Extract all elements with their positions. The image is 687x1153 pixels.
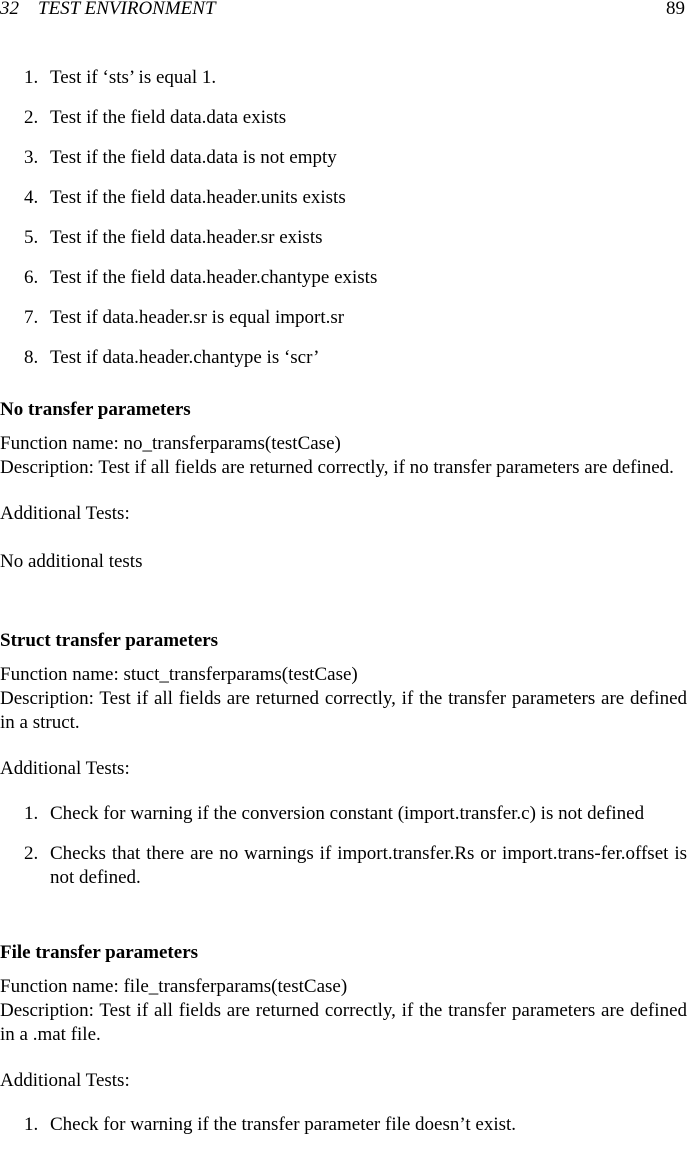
list-item [0,106,687,146]
item-number: 1. [24,67,39,88]
item-text: Checks that there are no warnings if import.transfer.Rs or import.trans-fer.offset is not defined. [50,843,687,888]
item-number: 4. [24,187,39,208]
chapter-title: TEST ENVIRONMENT [38,0,216,19]
item-number: 2. [24,843,39,864]
additional-tests-label: Additional Tests: [0,503,130,524]
item-text: Test if ‘sts’ is equal 1. [50,67,217,88]
chapter-number: 32 [0,0,19,19]
list-item [0,186,687,226]
function-name-line: Function name: stuct_transferparams(testCase) [0,664,358,685]
additional-tests-label: Additional Tests: [0,758,130,779]
item-text: Check for warning if the conversion constant (import.transfer.c) is not defined [50,803,645,824]
item-number: 5. [24,227,39,248]
item-number: 1. [24,1114,39,1135]
item-text: Test if the field data.header.sr exists [50,227,323,248]
list-item [0,1113,687,1137]
item-text: Test if data.header.sr is equal import.sr [50,307,345,328]
description: Description: Test if all fields are returned correctly, if the transfer parameters are defined in a .mat file. [0,1000,687,1045]
section-heading: File transfer parameters [0,942,199,963]
item-number: 2. [24,107,39,128]
section-heading: No transfer parameters [0,399,191,420]
page-number: 89 [666,0,685,19]
list-item [0,306,687,346]
item-number: 1. [24,803,39,824]
item-text: Check for warning if the transfer parameter file doesn’t exist. [50,1114,517,1135]
list-item [0,842,687,890]
item-text: Test if the field data.data exists [50,107,287,128]
item-number: 3. [24,147,39,168]
struct-additional-tests-list [0,802,687,906]
description: Description: Test if all fields are returned correctly, if the transfer parameters are defined in a struct. [0,688,687,733]
section-struct-transfer [0,629,687,781]
running-head [0,0,687,21]
item-text: Test if data.header.chantype is ‘scr’ [50,347,320,368]
section-heading: Struct transfer parameters [0,630,219,651]
function-name-line: Function name: no_transferparams(testCase) [0,433,341,454]
list-item [0,66,687,106]
item-number: 7. [24,307,39,328]
list-item [0,146,687,186]
list-item [0,226,687,266]
section-no-transfer [0,398,687,574]
additional-tests-label: Additional Tests: [0,1070,130,1091]
item-text: Test if the field data.header.chantype exists [50,267,378,288]
no-additional-tests: No additional tests [0,551,143,572]
item-text: Test if the field data.header.units exists [50,187,346,208]
item-number: 8. [24,347,39,368]
list-item [0,802,687,826]
item-text: Test if the field data.data is not empty [50,147,337,168]
top-test-list [0,66,687,386]
description: Description: Test if all fields are returned correctly, if no transfer parameters are defined. [0,457,674,478]
list-item [0,346,687,386]
function-name-line: Function name: file_transferparams(testCase) [0,976,348,997]
list-item [0,266,687,306]
item-number: 6. [24,267,39,288]
section-file-transfer [0,941,687,1093]
file-additional-tests-list [0,1113,687,1153]
